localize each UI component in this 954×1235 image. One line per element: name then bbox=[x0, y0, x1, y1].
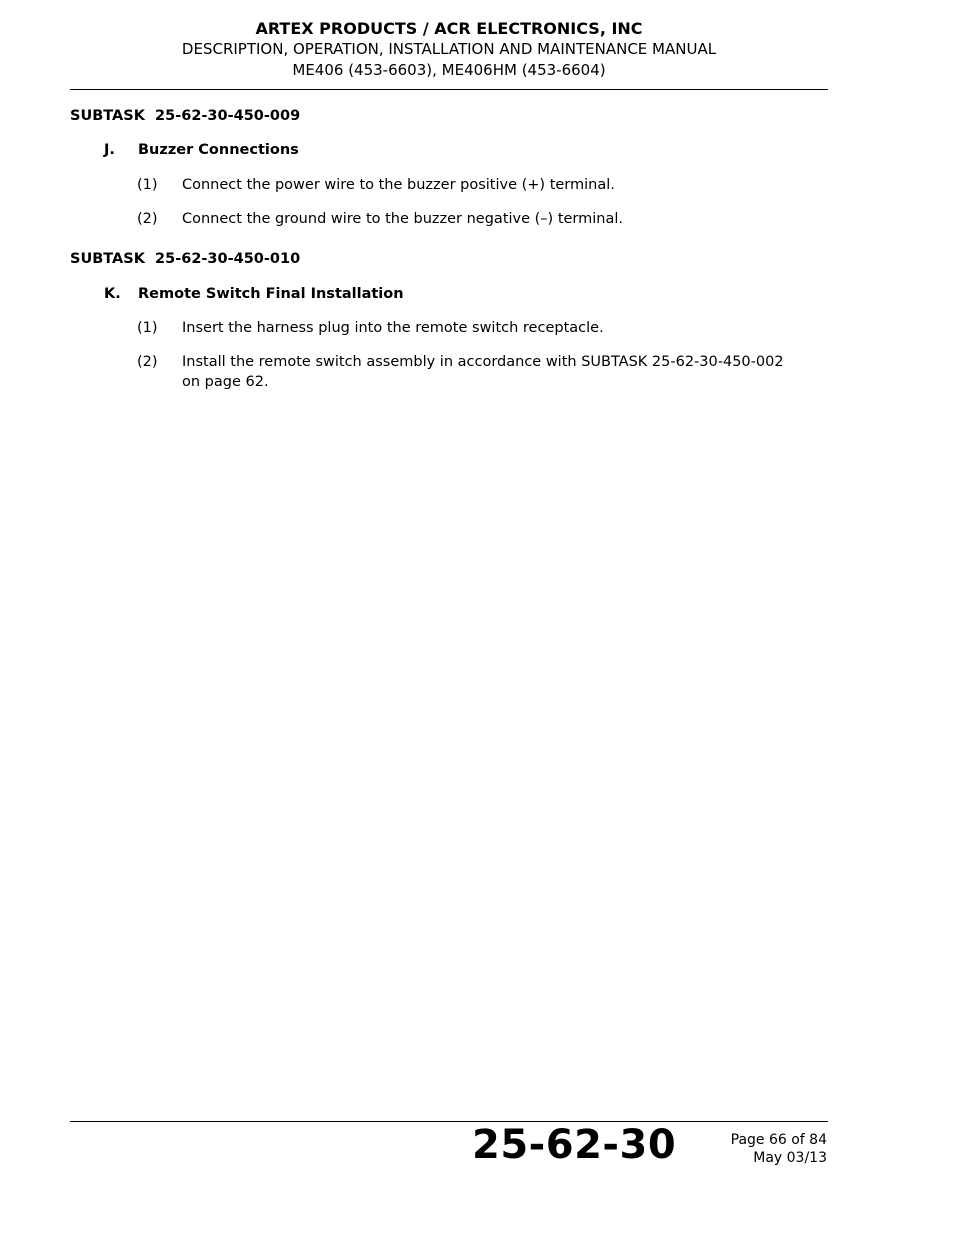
header-manual-title: DESCRIPTION, OPERATION, INSTALLATION AND MAINTENANCE MANUAL bbox=[181, 40, 717, 58]
step-number: (2) bbox=[137, 211, 158, 227]
step-text: Connect the power wire to the buzzer positive (+) terminal. bbox=[182, 177, 615, 193]
subtask-number: SUBTASK 25-62-30-450-010 bbox=[70, 251, 301, 267]
header-models: ME406 (453-6603), ME406HM (453-6604) bbox=[292, 61, 606, 79]
step-number: (1) bbox=[137, 177, 158, 193]
subtask-number: SUBTASK 25-62-30-450-009 bbox=[70, 108, 301, 124]
task-title: Remote Switch Final Installation bbox=[138, 286, 404, 302]
footer-divider bbox=[70, 1121, 828, 1122]
ata-chapter-number: 25-62-30 bbox=[472, 1122, 677, 1168]
task-letter: J. bbox=[104, 142, 115, 158]
header-divider bbox=[70, 89, 828, 90]
step-number: (2) bbox=[137, 354, 158, 370]
step-number: (1) bbox=[137, 320, 158, 336]
step-text: Connect the ground wire to the buzzer negative (–) terminal. bbox=[182, 211, 623, 227]
task-letter: K. bbox=[104, 286, 121, 302]
step-text: Install the remote switch assembly in accordance with SUBTASK 25-62-30-450-002 on page 62. bbox=[182, 354, 784, 390]
step-text: Insert the harness plug into the remote switch receptacle. bbox=[182, 320, 604, 336]
header-company: ARTEX PRODUCTS / ACR ELECTRONICS, INC bbox=[255, 19, 643, 38]
task-title: Buzzer Connections bbox=[138, 142, 299, 158]
page-number: Page 66 of 84 bbox=[730, 1132, 827, 1148]
revision-date: May 03/13 bbox=[753, 1150, 827, 1166]
